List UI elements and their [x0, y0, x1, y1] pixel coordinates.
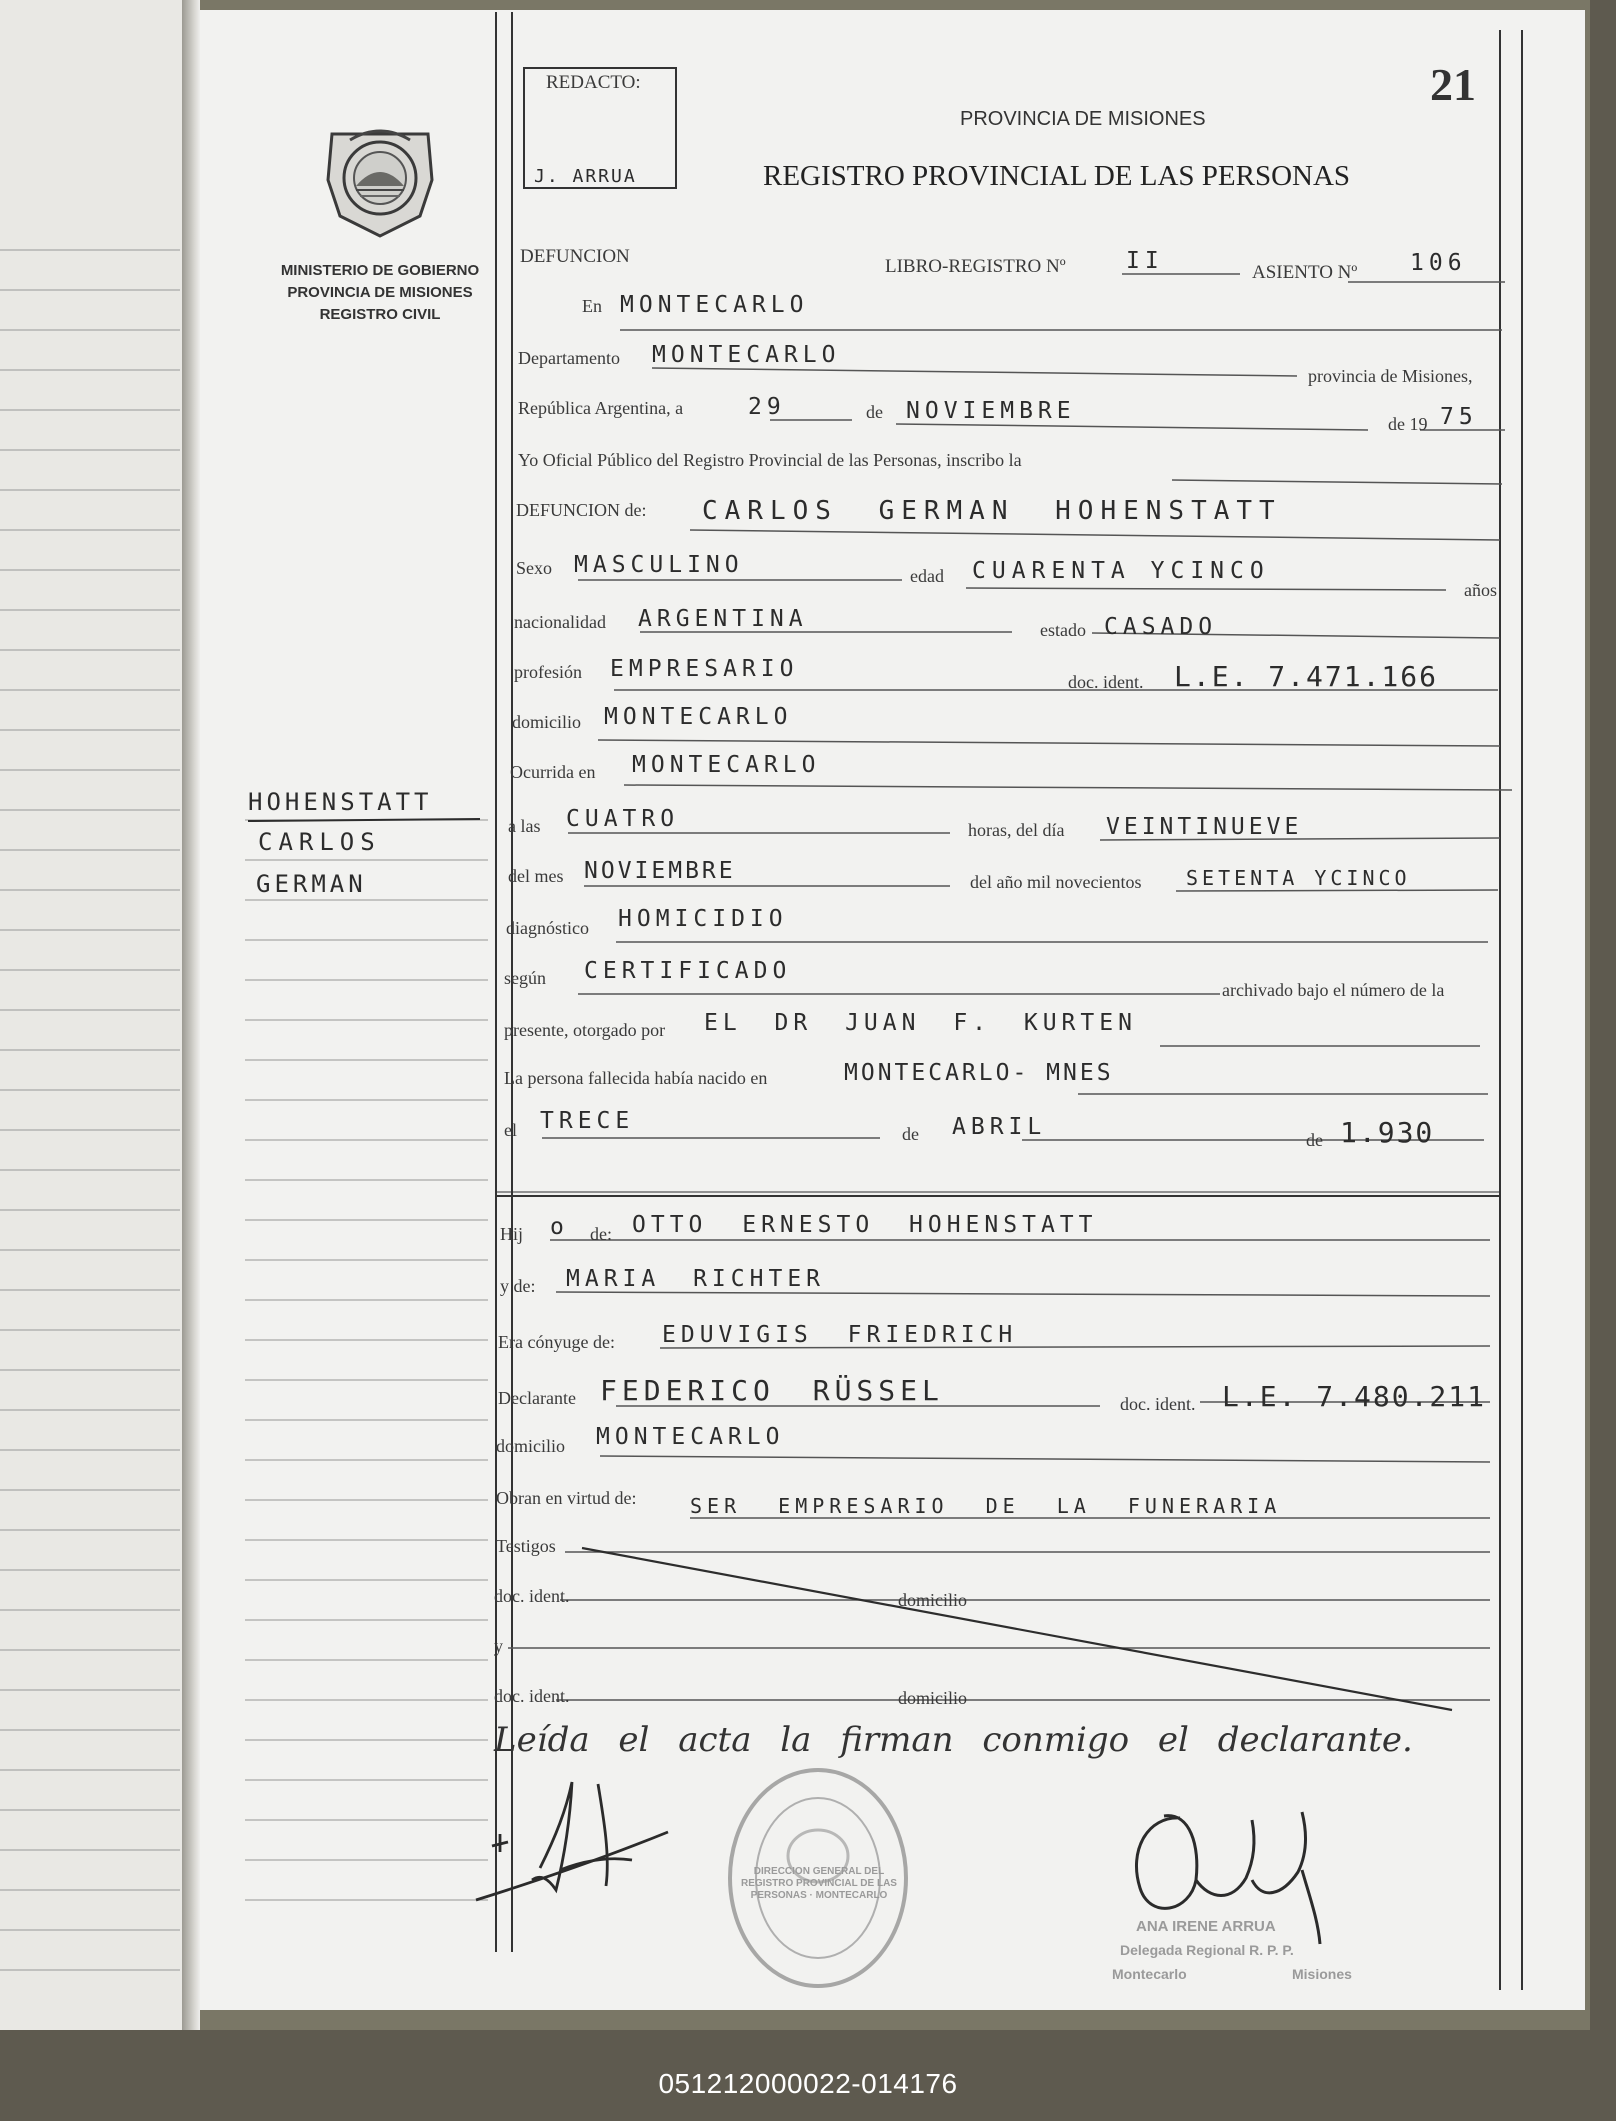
- birth-year-label: de: [1306, 1130, 1323, 1150]
- ministry-line-3: REGISTRO CIVIL: [319, 306, 441, 323]
- y-label: y: [494, 1636, 503, 1656]
- doc-ident-label: doc. ident.: [1068, 672, 1144, 692]
- official-name: ANA IRENE ARRUA: [1136, 1918, 1276, 1935]
- en-label: En: [582, 296, 602, 316]
- domicilio2-label: domicilio: [898, 1688, 967, 1708]
- del-anio-label: del año mil novecientos: [970, 872, 1142, 892]
- dia-value: VEINTINUEVE: [1106, 814, 1303, 840]
- record-type: DEFUNCION: [520, 246, 630, 267]
- segun-label: según: [504, 968, 546, 988]
- ministry-line-1: MINISTERIO DE GOBIERNO: [280, 262, 480, 279]
- del-mes-label: del mes: [508, 866, 564, 886]
- redacto-label: REDACTO:: [546, 72, 641, 93]
- stamp-text: DIRECCION GENERAL DEL REGISTRO PROVINCIAL DE LAS PERSONAS · MONTECARLO: [741, 1866, 897, 1901]
- anio-value: SETENTA YCINCO: [1186, 866, 1411, 890]
- horas-dia-label: horas, del día: [968, 820, 1065, 840]
- declarante-doc-label: doc. ident.: [1120, 1394, 1196, 1414]
- de-label: de: [866, 402, 883, 422]
- testigos-label: Testigos: [496, 1536, 556, 1556]
- segun-value: CERTIFICADO: [584, 958, 792, 984]
- doc-ident1-label: doc. ident.: [494, 1586, 570, 1606]
- declarante-domicilio-value: MONTECARLO: [596, 1424, 785, 1450]
- doc-ident2-label: doc. ident.: [494, 1686, 570, 1706]
- birth-day-value: TRECE: [540, 1108, 635, 1134]
- estado-label: estado: [1040, 620, 1086, 640]
- ministry-logo: [328, 131, 432, 236]
- declarante-value: FEDERICO RÜSSEL: [600, 1374, 944, 1407]
- nacido-value: MONTECARLO- MNES: [844, 1060, 1114, 1086]
- provincia-label: provincia de Misiones,: [1308, 366, 1473, 386]
- ocurrida-label: Ocurrida en: [510, 762, 596, 782]
- year-label: de 19: [1388, 414, 1428, 434]
- oficial-text: Yo Oficial Público del Registro Provincial de las Personas, inscribo la: [518, 450, 1022, 470]
- presente-label: presente, otorgado por: [504, 1020, 666, 1040]
- profesion-label: profesión: [514, 662, 582, 682]
- mes-value: NOVIEMBRE: [584, 858, 736, 884]
- departamento-label: Departamento: [518, 348, 620, 368]
- archivado-label: archivado bajo el número de la: [1222, 980, 1445, 1000]
- birth-de-label: de: [902, 1124, 919, 1144]
- redacto-value: J. ARRUA: [534, 166, 637, 187]
- en-value: MONTECARLO: [620, 292, 809, 318]
- libro-label: LIBRO-REGISTRO Nº: [885, 256, 1066, 277]
- domicilio-label: domicilio: [512, 712, 581, 732]
- year-value: 75: [1440, 404, 1478, 430]
- domicilio-value: MONTECARLO: [604, 704, 793, 730]
- edad-value: CUARENTA YCINCO: [972, 558, 1270, 584]
- margin-lines: [245, 820, 488, 1900]
- obran-label: Obran en virtud de:: [496, 1488, 637, 1508]
- libro-value: II: [1126, 248, 1164, 274]
- registry-heading: REGISTRO PROVINCIAL DE LAS PERSONAS: [763, 160, 1351, 192]
- domicilio1-label: domicilio: [898, 1590, 967, 1610]
- margin-first-name: CARLOS: [258, 828, 381, 856]
- declarante-doc-value: L.E. 7.480.211: [1222, 1380, 1487, 1413]
- mother-value: MARIA RICHTER: [566, 1266, 826, 1292]
- sexo-label: Sexo: [516, 558, 552, 578]
- profesion-value: EMPRESARIO: [610, 656, 799, 682]
- diagnostico-value: HOMICIDIO: [618, 906, 788, 932]
- el-label: el: [504, 1120, 517, 1140]
- scan-footer-id: 051212000022-014176: [658, 2068, 958, 2099]
- deceased-name: CARLOS GERMAN HOHENSTATT: [702, 496, 1282, 526]
- ministry-line-2: PROVINCIA DE MISIONES: [287, 284, 473, 301]
- nacido-label: La persona fallecida había nacido en: [504, 1068, 768, 1088]
- official-place-2: Misiones: [1292, 1966, 1352, 1982]
- birth-month-value: ABRIL: [952, 1114, 1047, 1140]
- republica-label: República Argentina, a: [518, 398, 684, 418]
- declarant-signature: [476, 1782, 668, 1900]
- month-value: NOVIEMBRE: [906, 398, 1076, 424]
- edad-label: edad: [910, 566, 944, 586]
- conyuge-label: Era cónyuge de:: [498, 1332, 615, 1352]
- asiento-value: 106: [1410, 250, 1467, 276]
- page-number: 21: [1430, 59, 1476, 110]
- anos-label: años: [1464, 580, 1497, 600]
- hijo-de-label: de:: [590, 1224, 612, 1244]
- ocurrida-value: MONTECARLO: [632, 752, 821, 778]
- doc-ident-value: L.E. 7.471.166: [1174, 660, 1439, 693]
- sexo-value: MASCULINO: [574, 552, 744, 578]
- left-page-lines: [0, 250, 180, 1970]
- hijo-suffix: o: [550, 1214, 569, 1240]
- defuncion-de-label: DEFUNCION de:: [516, 500, 647, 520]
- hora-value: CUATRO: [566, 806, 680, 832]
- diagnostico-label: diagnóstico: [506, 918, 589, 938]
- margin-underline: [248, 819, 480, 821]
- closing-handwriting: Leída el acta la firman conmigo el declarante.: [494, 1720, 1413, 1760]
- birth-year-value: 1.930: [1340, 1116, 1435, 1149]
- y-de-label: y de:: [500, 1276, 536, 1296]
- declarante-label: Declarante: [498, 1388, 576, 1408]
- official-place-1: Montecarlo: [1112, 1966, 1187, 1982]
- nacionalidad-label: nacionalidad: [514, 612, 606, 632]
- a-las-label: a las: [508, 816, 541, 836]
- margin-surname: HOHENSTATT: [248, 788, 433, 816]
- nacionalidad-value: ARGENTINA: [638, 606, 808, 632]
- father-value: OTTO ERNESTO HOHENSTATT: [632, 1212, 1098, 1238]
- otorgado-value: EL DR JUAN F. KURTEN: [704, 1010, 1137, 1036]
- ministry-block: [260, 260, 500, 326]
- declarante-domicilio-label: domicilio: [496, 1436, 565, 1456]
- conyuge-value: EDUVIGIS FRIEDRICH: [662, 1322, 1018, 1348]
- testigos-strike: [582, 1548, 1452, 1710]
- official-title: Delegada Regional R. P. P.: [1120, 1942, 1294, 1958]
- margin-second-name: GERMAN: [256, 870, 367, 898]
- estado-value: CASADO: [1104, 614, 1218, 640]
- hijo-label: Hij: [500, 1224, 524, 1244]
- province-heading: PROVINCIA DE MISIONES: [960, 108, 1206, 130]
- departamento-value: MONTECARLO: [652, 342, 841, 368]
- day-value: 29: [748, 394, 786, 420]
- asiento-label: ASIENTO Nº: [1252, 262, 1358, 283]
- obran-value: SER EMPRESARIO DE LA FUNERARIA: [690, 1494, 1282, 1518]
